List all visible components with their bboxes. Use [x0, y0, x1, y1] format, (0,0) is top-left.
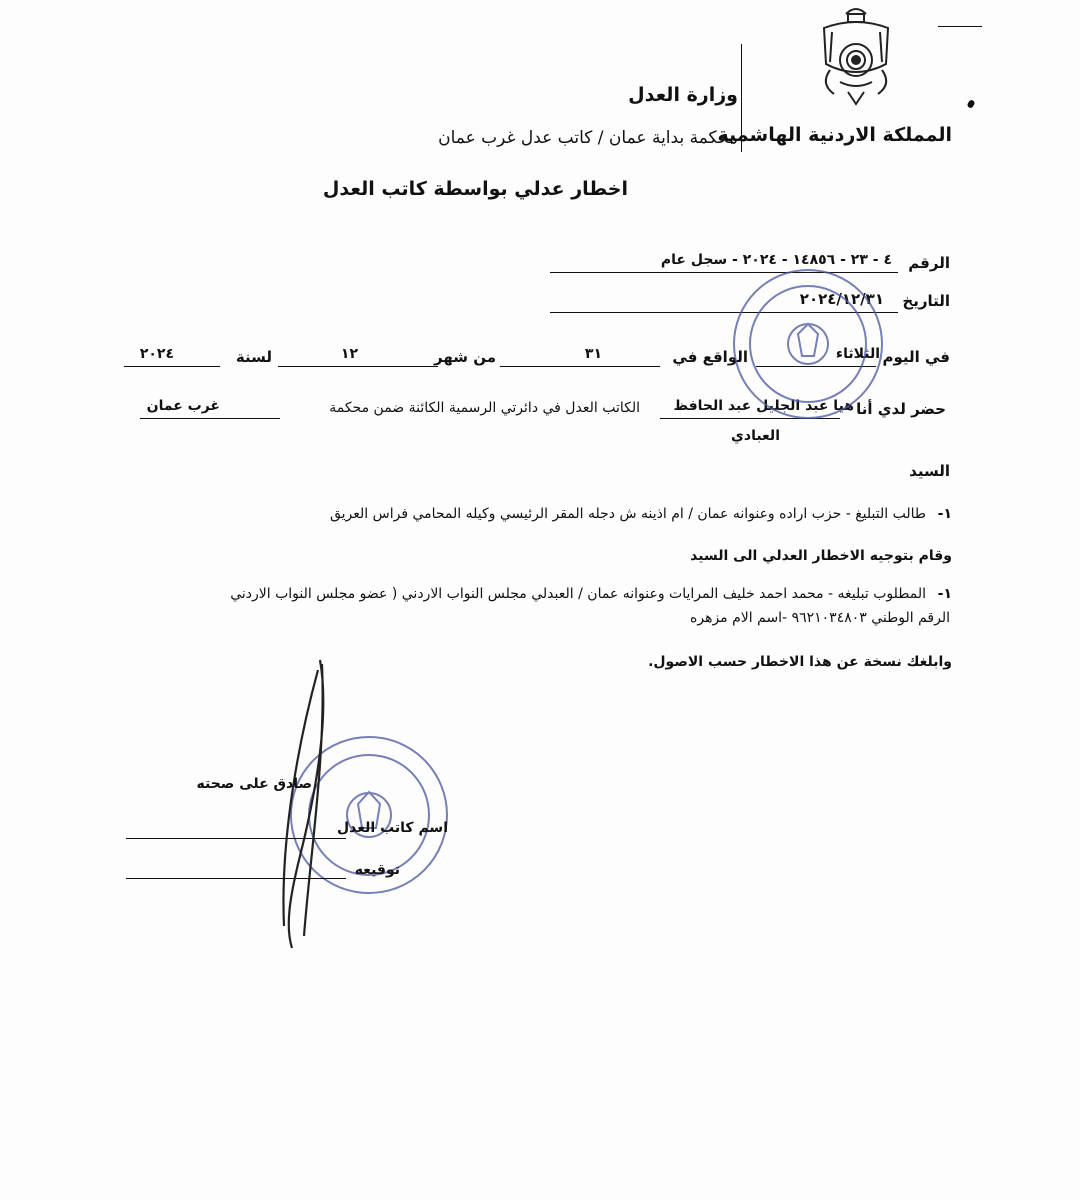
attendance-prefix: حضر لدي أنا — [856, 400, 946, 418]
month-label: من شهر — [434, 348, 496, 366]
recipient-number: ١- — [937, 586, 952, 602]
day-number-underline — [500, 366, 660, 367]
number-value: ٤ - ٢٣ - ١٤٨٥٦ - ٢٠٢٤ - سجل عام — [660, 252, 892, 268]
year-value: ٢٠٢٤ — [139, 346, 174, 362]
requester-text: طالب التبليغ - حزب اراده وعنوانه عمان / ام اذينه ش دجله المقر الرئيسي وكيله المحامي فراس العريق — [329, 506, 926, 522]
signature-label: توقيعه — [354, 862, 400, 878]
notary-name-label: اسم كاتب العدل — [337, 820, 448, 836]
month-underline — [278, 366, 438, 367]
notary-name-line — [126, 838, 346, 839]
top-corner-line — [938, 26, 982, 27]
recipient-line-1: المطلوب تبليغه - محمد احمد خليف المرايات وعنوانه عمان / العبدلي مجلس النواب الاردني ( عضو مجلس النواب الاردني — [230, 586, 926, 602]
attendance-middle: الكاتب العدل في دائرتي الرسمية الكائنة ضمن محكمة — [329, 400, 640, 416]
month-value: ١٢ — [340, 346, 358, 362]
date-value: ٢٠٢٤/١٢/٣١ — [799, 290, 884, 308]
court-value: غرب عمان — [146, 398, 220, 414]
closing-text: وابلغك نسخة عن هذا الاخطار حسب الاصول. — [648, 654, 952, 670]
certified-label: صادق على صحته — [196, 776, 312, 792]
year-underline — [124, 366, 220, 367]
jordan-coat-of-arms-icon — [810, 4, 902, 112]
day-label: في اليوم — [882, 348, 950, 366]
requester-number: ١- — [937, 506, 952, 522]
falling-label: الواقع في — [672, 348, 748, 366]
recipient-line-2: الرقم الوطني ٩٦٢١٠٣٤٨٠٣ -اسم الام مزهره — [690, 610, 950, 626]
day-number: ٣١ — [584, 346, 602, 362]
ink-mark — [966, 99, 975, 109]
kingdom-name: المملكة الاردنية الهاشمية — [717, 124, 952, 146]
page-title: اخطار عدلي بواسطة كاتب العدل — [322, 178, 628, 200]
date-label: التاريخ — [902, 292, 950, 310]
notary-name-continued: العبادي — [731, 428, 780, 444]
ministry-name: وزارة العدل — [628, 84, 738, 106]
signature-scribble — [260, 656, 350, 956]
notary-stamp-top — [728, 264, 888, 424]
number-label: الرقم — [908, 254, 950, 272]
direction-text: وقام بتوجيه الاخطار العدلي الى السيد — [690, 548, 952, 564]
day-value: الثلاثاء — [835, 346, 880, 362]
court-underline — [140, 418, 280, 419]
mr-label: السيد — [909, 462, 950, 480]
signature-line — [126, 878, 346, 879]
court-name: محكمة بداية عمان / كاتب عدل غرب عمان — [438, 128, 738, 148]
year-label: لسنة — [235, 348, 272, 366]
notary-name: هيا عبد الجليل عبد الحافظ — [673, 398, 854, 414]
